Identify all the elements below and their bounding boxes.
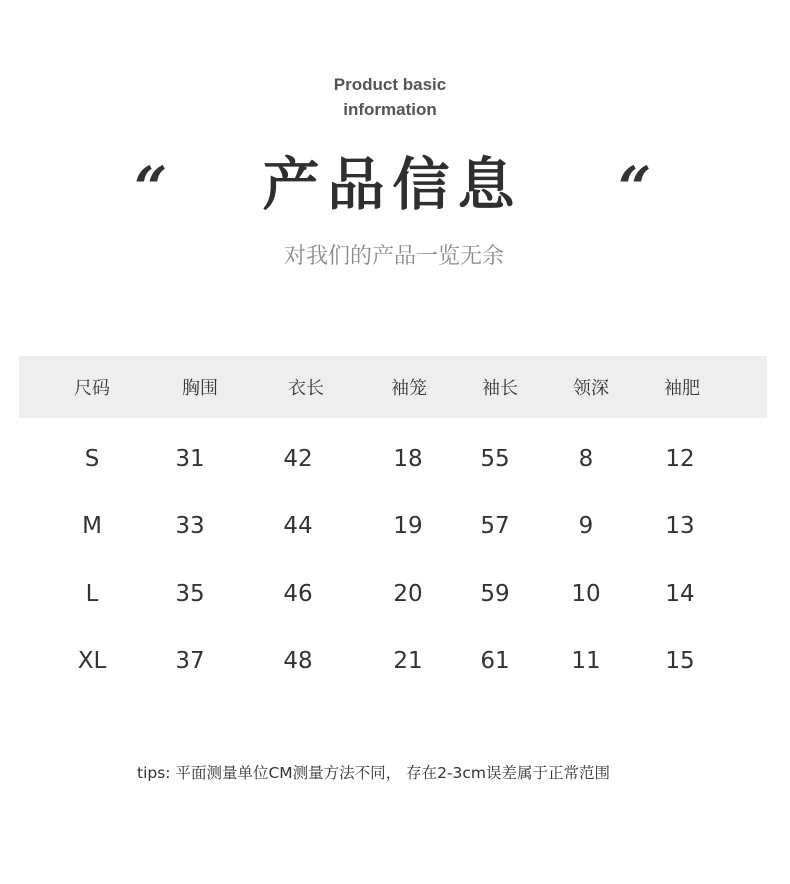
left-quote-mark: “ (134, 154, 168, 222)
table-cell: M (82, 513, 102, 540)
table-cell: 42 (283, 445, 313, 472)
table-cell: 9 (578, 513, 594, 540)
table-cell: 20 (393, 580, 423, 607)
table-row (19, 628, 767, 696)
table-cell: 55 (480, 445, 510, 472)
table-cell: 8 (578, 445, 594, 472)
column-header-length: 衣长 (288, 378, 324, 399)
table-cell: S (84, 445, 100, 472)
table-cell: 11 (571, 648, 601, 675)
table-cell: 48 (283, 648, 313, 675)
measurement-tips: tips: 平面测量单位CM测量方法不同， 存在2-3cm误差属于正常范围 (137, 764, 611, 782)
table-cell: 18 (393, 445, 423, 472)
table-cell: 37 (175, 648, 205, 675)
table-cell: 10 (571, 580, 601, 607)
column-header-sleeve-length: 袖长 (482, 378, 518, 399)
table-cell: 31 (175, 445, 205, 472)
table-cell: 44 (283, 513, 313, 540)
english-subtitle-line-1: Product basic (333, 75, 447, 94)
table-cell: 61 (480, 648, 510, 675)
column-header-size: 尺码 (74, 378, 110, 399)
table-cell: XL (77, 648, 107, 675)
table-cell: 15 (665, 648, 695, 675)
table-cell: 35 (175, 580, 205, 607)
table-header-row (19, 356, 767, 418)
table-cell: 57 (480, 513, 510, 540)
tagline: 对我们的产品一览无余 (283, 244, 504, 269)
table-row (19, 560, 767, 628)
column-header-armhole: 袖笼 (391, 378, 427, 399)
table-cell: 12 (665, 445, 695, 472)
page-title: 产品信息 (262, 152, 523, 218)
table-cell: 33 (175, 513, 205, 540)
table-row (19, 425, 767, 493)
english-subtitle-line-2: information (343, 100, 437, 119)
table-cell: 19 (393, 513, 423, 540)
table-cell: L (85, 580, 99, 607)
right-quote-mark: “ (618, 154, 652, 222)
english-subtitle (0, 72, 780, 122)
table-cell: 21 (393, 648, 423, 675)
column-header-chest: 胸围 (182, 378, 218, 399)
column-header-sleeve-width: 袖肥 (664, 378, 700, 399)
table-cell: 59 (480, 580, 510, 607)
table-cell: 46 (283, 580, 313, 607)
table-row (19, 493, 767, 561)
table-cell: 13 (665, 513, 695, 540)
table-cell: 14 (665, 580, 695, 607)
size-table (19, 356, 767, 695)
column-header-neck-depth: 领深 (573, 378, 609, 399)
